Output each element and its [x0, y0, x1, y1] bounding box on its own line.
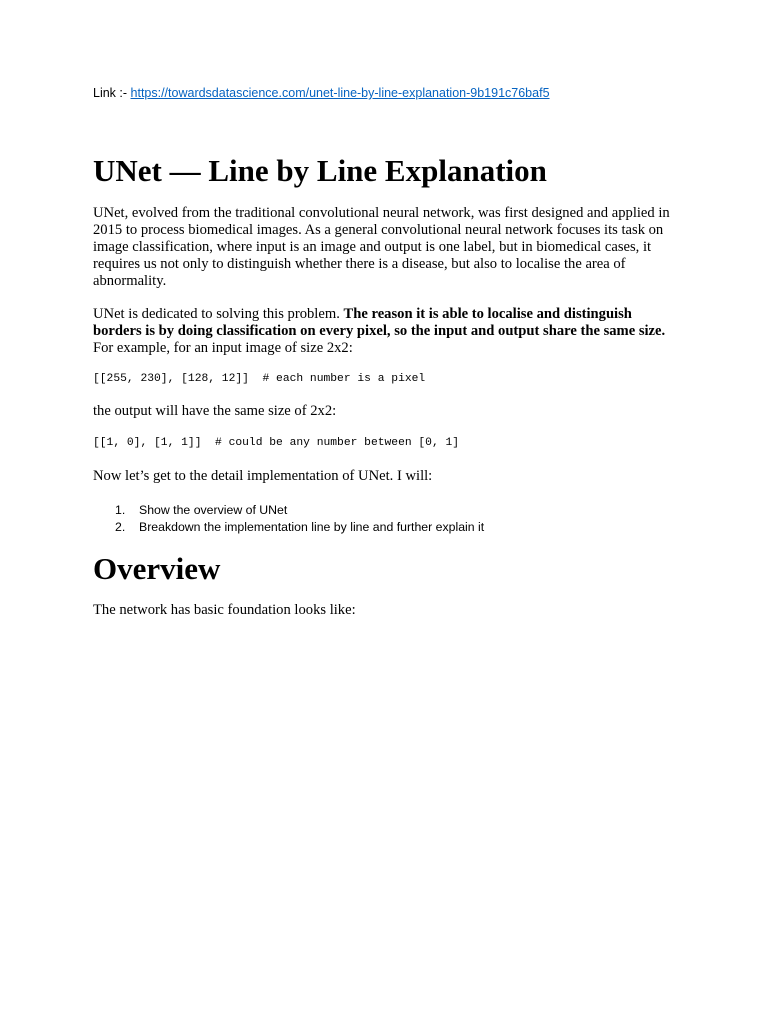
code-output-example: [[1, 0], [1, 1]] # could be any number between [0, 1]	[93, 437, 460, 449]
list-item-text: Breakdown the implementation line by line and further explain it	[139, 519, 485, 534]
problem-bold: The reason it is able to localise and distinguish borders is by doing classification on every pixel, so the input and output share the same size.	[93, 306, 666, 339]
page-title: UNet — Line by Line Explanation	[93, 153, 547, 188]
source-link-line	[93, 86, 550, 100]
link-prefix: Link :-	[93, 86, 131, 100]
intro-paragraph: UNet, evolved from the traditional convolutional neural network, was first designed and applied in 2015 to process biomedical images. As a general convolutional neural network focuses its task on image classification, where input is an image and output is one label, but in biomedical cases, it requires us not only to distinguish whether there is a disease, but also to localise the area of abnormality.	[93, 205, 670, 289]
problem-tail: For example, for an input image of size 2x2:	[93, 339, 353, 356]
problem-lead: UNet is dedicated to solving this problem.	[93, 306, 344, 322]
output-paragraph: the output will have the same size of 2x2:	[93, 403, 337, 419]
code-input-example: [[255, 230], [128, 12]] # each number is a pixel	[93, 373, 426, 385]
list-item-number: 2.	[115, 519, 126, 534]
steps-list	[115, 502, 484, 535]
list-item-text: Show the overview of UNet	[139, 503, 288, 517]
plan-paragraph: Now let’s get to the detail implementation of UNet. I will:	[93, 468, 433, 484]
list-item-number: 1.	[115, 503, 126, 517]
overview-paragraph: The network has basic foundation looks like:	[93, 602, 356, 618]
problem-paragraph	[93, 306, 683, 357]
overview-heading: Overview	[93, 551, 221, 586]
list-item	[115, 502, 484, 519]
list-item	[115, 519, 484, 536]
source-link[interactable]: https://towardsdatascience.com/unet-line-by-line-explanation-9b191c76baf5	[130, 86, 550, 100]
